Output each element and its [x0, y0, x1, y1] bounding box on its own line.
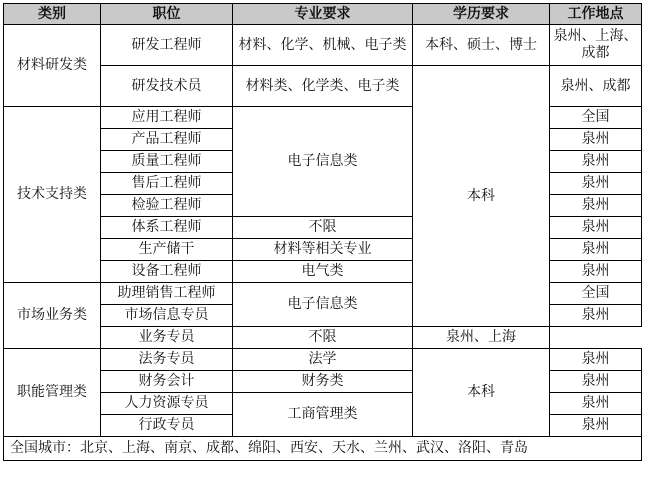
- position-cell: 设备工程师: [101, 261, 233, 283]
- position-cell: 检验工程师: [101, 195, 233, 217]
- location-cell: 泉州: [550, 195, 642, 217]
- header-position: 职位: [101, 4, 233, 25]
- location-cell: 泉州: [550, 371, 642, 393]
- header-category: 类别: [4, 4, 101, 25]
- position-cell: 人力资源专员: [101, 393, 233, 415]
- position-cell: 助理销售工程师: [101, 283, 233, 305]
- nationwide-cities-note: 全国城市：北京、上海、南京、成都、绵阳、西安、天水、兰州、武汉、洛阳、青岛: [4, 437, 642, 461]
- position-cell: 质量工程师: [101, 151, 233, 173]
- category-cell-marketing: 市场业务类: [4, 283, 101, 349]
- table-row: [4, 25, 642, 66]
- position-cell: 体系工程师: [101, 217, 233, 239]
- location-cell: 泉州: [550, 151, 642, 173]
- education-cell: 本科、硕士、博士: [413, 25, 550, 66]
- position-cell: 产品工程师: [101, 129, 233, 151]
- position-cell: 售后工程师: [101, 173, 233, 195]
- category-cell-materials-rd: 材料研发类: [4, 25, 101, 107]
- major-cell: 法学: [233, 349, 413, 371]
- location-cell: 泉州: [550, 349, 642, 371]
- location-cell: 全国: [550, 283, 642, 305]
- major-cell: 材料类、化学类、电子类: [233, 66, 413, 107]
- category-cell-tech-support: 技术支持类: [4, 107, 101, 283]
- position-cell: 法务专员: [101, 349, 233, 371]
- position-cell: 市场信息专员: [101, 305, 233, 327]
- position-cell: 业务专员: [101, 327, 233, 349]
- position-cell: 生产储干: [101, 239, 233, 261]
- header-education: 学历要求: [413, 4, 550, 25]
- location-cell: 泉州: [550, 173, 642, 195]
- header-major: 专业要求: [233, 4, 413, 25]
- location-cell: 全国: [550, 107, 642, 129]
- location-cell: 泉州: [550, 305, 642, 327]
- position-cell: 研发技术员: [101, 66, 233, 107]
- location-cell: 泉州: [550, 129, 642, 151]
- major-cell: 材料等相关专业: [233, 239, 413, 261]
- location-cell: 泉州、上海: [413, 327, 550, 349]
- recruitment-table: [3, 3, 642, 461]
- major-cell: 财务类: [233, 371, 413, 393]
- location-cell: 泉州: [550, 415, 642, 437]
- header-location: 工作地点: [550, 4, 642, 25]
- major-cell: 工商管理类: [233, 393, 413, 437]
- table-header-row: [4, 4, 642, 25]
- major-cell: 不限: [233, 217, 413, 239]
- position-cell: 研发工程师: [101, 25, 233, 66]
- location-cell: 泉州: [550, 261, 642, 283]
- major-cell: 电气类: [233, 261, 413, 283]
- category-cell-admin-mgmt: 职能管理类: [4, 349, 101, 437]
- location-cell: 泉州: [550, 393, 642, 415]
- location-cell: 泉州、上海、成都: [550, 25, 642, 66]
- position-cell: 财务会计: [101, 371, 233, 393]
- location-cell: 泉州: [550, 239, 642, 261]
- education-cell-bachelor: 本科: [413, 66, 550, 327]
- position-cell: 应用工程师: [101, 107, 233, 129]
- location-cell: 泉州: [550, 217, 642, 239]
- position-cell: 行政专员: [101, 415, 233, 437]
- major-cell: 电子信息类: [233, 107, 413, 217]
- major-cell: 电子信息类: [233, 283, 413, 327]
- major-cell: 材料、化学、机械、电子类: [233, 25, 413, 66]
- location-cell: 泉州、成都: [550, 66, 642, 107]
- footer-row: [4, 437, 642, 461]
- major-cell: 不限: [233, 327, 413, 349]
- table-row: [4, 349, 642, 371]
- education-cell-bachelor: 本科: [413, 349, 550, 437]
